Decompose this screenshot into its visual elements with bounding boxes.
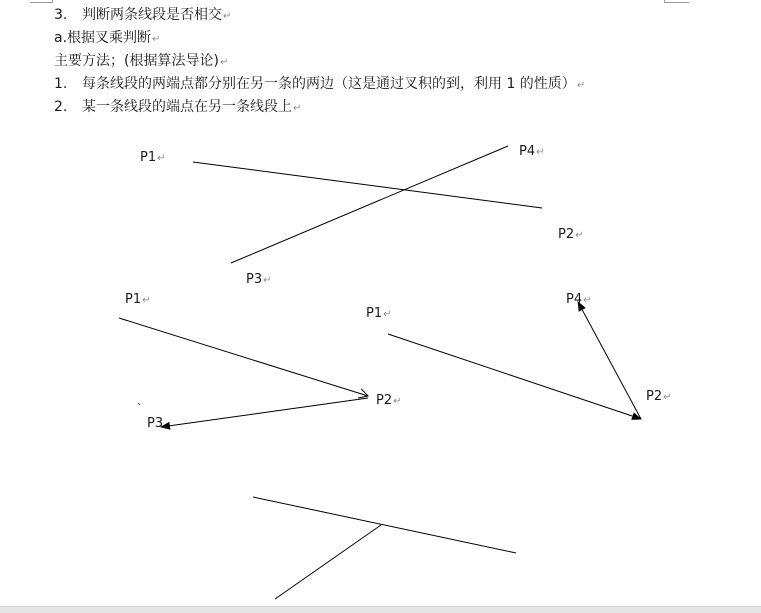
paragraph-mark-icon: ↵ — [583, 295, 592, 306]
figure1-label-p3: P3↵ — [246, 272, 272, 287]
paragraph-mark-icon: ↵ — [152, 34, 161, 45]
method-text: 主要方法；(根据算法导论) — [54, 53, 219, 69]
heading-number: 3. — [54, 7, 68, 23]
paragraph-mark-icon: ↵ — [293, 103, 302, 114]
subheading-text: a.根据叉乘判断 — [54, 30, 152, 46]
paragraph-mark-icon: ↵ — [536, 147, 545, 158]
figure3-label-p1: P1↵ — [366, 306, 392, 321]
paragraph-mark-icon: ↵ — [393, 396, 402, 407]
figure4-segment-touching — [275, 525, 381, 599]
paragraph-mark-icon: ↵ — [157, 153, 166, 164]
figure2-label-p3: P3 — [147, 416, 164, 431]
paragraph-mark-icon: ↵ — [576, 80, 586, 91]
figure1-label-p1: P1↵ — [140, 150, 166, 165]
paragraph-mark-icon: ↵ — [142, 295, 151, 306]
figure3-label-p2: P2↵ — [646, 389, 672, 404]
paragraph-mark-icon: ↵ — [575, 230, 584, 241]
list-item-text: 某一条线段的端点在另一条线段上 — [82, 99, 292, 115]
paragraph-mark-icon: ↵ — [263, 275, 272, 286]
figure2-label-p1: P1↵ — [125, 292, 151, 307]
figure2-vector-p2-p3 — [161, 398, 368, 427]
list-item-text: 每条线段的两端点都分别在另一条的两边（这是通过叉积的到，利用 1 的性质） — [82, 76, 576, 92]
paragraph-mark-icon: ↵ — [663, 392, 672, 403]
figure1-label-p2: P2↵ — [558, 227, 584, 242]
paragraph-mark-icon: ↵ — [219, 57, 229, 68]
figure2-label-p2: P2↵ — [376, 393, 402, 408]
paragraph-mark-icon: ↵ — [223, 11, 232, 22]
figure3-label-p4: P4↵ — [566, 292, 592, 307]
list-item-number: 2. — [54, 99, 68, 115]
figure1-label-p4: P4↵ — [519, 144, 545, 159]
figure2-vector-p1-p2 — [119, 318, 368, 396]
list-item-number: 1. — [54, 76, 68, 92]
stray-tick-mark — [138, 403, 140, 405]
paragraph-mark-icon: ↵ — [383, 309, 392, 320]
figure1-segment-p3-p4 — [231, 146, 508, 263]
figure3-vector-p1-p2 — [388, 334, 641, 419]
heading-text: 判断两条线段是否相交 — [82, 7, 222, 23]
figure1-segment-p1-p2 — [193, 162, 542, 208]
figure4-segment-long — [253, 497, 516, 553]
